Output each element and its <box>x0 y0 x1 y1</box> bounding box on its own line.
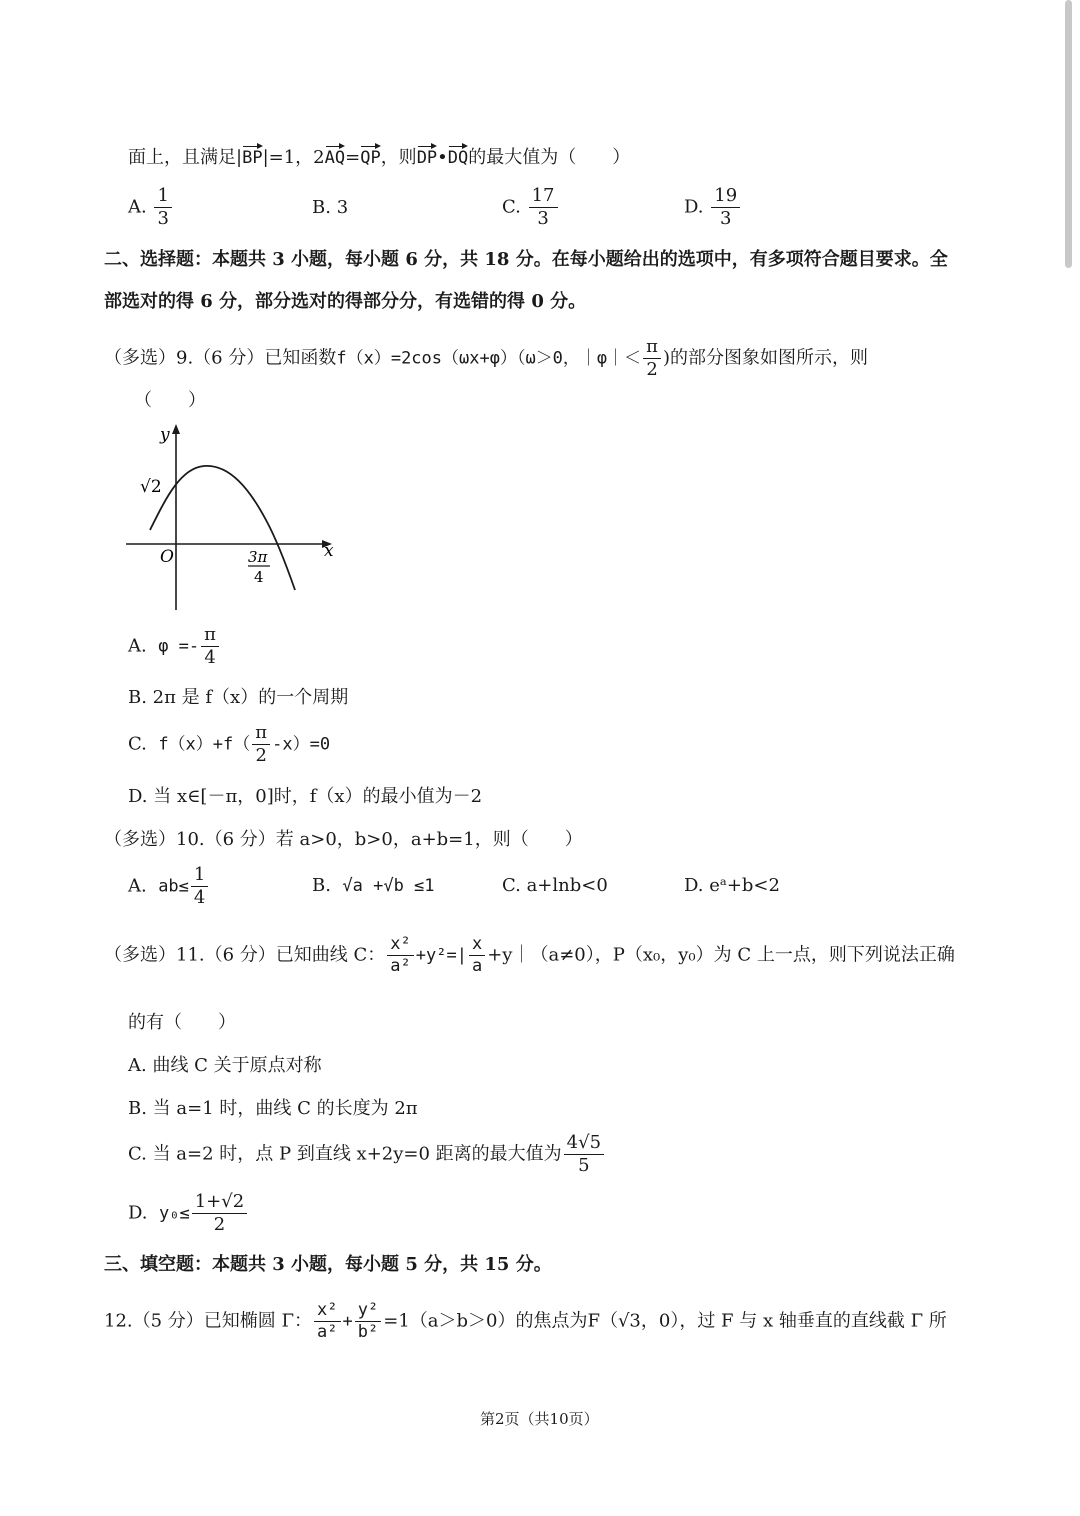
q11-option-d: D. y₀≤ $\frac{1+√2}{2}$ <box>128 1193 249 1234</box>
q9-paren: （ ） <box>134 390 206 411</box>
x-mark-numerator: 3π <box>248 548 268 566</box>
function-graph <box>120 420 350 620</box>
q8-option-b: B. 3 <box>312 197 349 218</box>
fraction: $\frac{19}{3}$ <box>711 187 740 228</box>
vector-bp: BP <box>242 148 263 168</box>
q10-option-d: D. eᵃ+b<2 <box>684 875 780 896</box>
x-axis-label: x <box>324 541 334 561</box>
q9-option-b: B. 2π 是 f（x）的一个周期 <box>128 687 349 708</box>
fraction: $\frac{x}{a}$ <box>469 936 485 975</box>
section-2-heading-line2: 部选对的得 6 分，部分选对的得部分分，有选错的得 0 分。 <box>104 291 587 312</box>
fraction: $\frac{\pi}{4}$ <box>201 626 219 667</box>
y-axis-label: y <box>160 425 170 445</box>
q8-option-d: D. $\frac{19}{3}$ <box>684 187 742 228</box>
q8-stem: 面上，且满足|BP|=1，2AQ=QP，则DP•DQ的最大值为（ ） <box>128 147 631 168</box>
fraction: $\frac{\pi}{2}$ <box>643 338 661 379</box>
q11-stem-cont: 的有（ ） <box>128 1012 236 1033</box>
vector-dp: DP <box>416 148 438 168</box>
q8-option-c: C. $\frac{17}{3}$ <box>502 187 560 228</box>
page-footer: 第2页（共10页） <box>480 1410 599 1428</box>
q9-option-c: C. f（x）+f（ $\frac{\pi}{2}$ -x）=0 <box>128 722 331 766</box>
q10-option-c: C. a+lnb<0 <box>502 875 608 896</box>
fraction: $\frac{\text{x²}}{\text{a²}}$ <box>387 936 413 975</box>
fraction: $\frac{\text{y²}}{\text{b²}}$ <box>355 1302 381 1341</box>
scrollbar[interactable] <box>1065 0 1072 268</box>
q9-option-d: D. 当 x∈[－π，0]时，f（x）的最小值为－2 <box>128 786 483 807</box>
x-mark-denominator: 4 <box>254 568 264 586</box>
vector-qp: QP <box>360 148 381 168</box>
fraction: $\frac{1}{3}$ <box>154 187 171 228</box>
fraction: $\frac{\text{x²}}{\text{a²}}$ <box>314 1302 340 1341</box>
fraction: $\frac{\pi}{2}$ <box>252 724 270 765</box>
cosine-curve <box>150 466 295 590</box>
vector-aq: AQ <box>324 148 346 168</box>
fraction: $\frac{1+√2}{2}$ <box>192 1193 247 1234</box>
q9-stem: （多选）9.（6 分）已知函数f（x）=2cos（ωx+φ）（ω＞0，｜φ｜＜ $\frac{\pi}{2}$ )的部分图象如图所示，则 <box>104 336 869 380</box>
q11-option-b: B. 当 a=1 时，曲线 C 的长度为 2π <box>128 1098 418 1119</box>
fraction: $\frac{17}{3}$ <box>529 187 558 228</box>
q10-stem: （多选）10.（6 分）若 a>0，b>0，a+b=1，则（ ） <box>104 829 583 850</box>
q12-stem: 12.（5 分）已知椭圆 Γ： $\frac{\text{x²}}{\text{a²}}$ + $\frac{\text{y²}}{\text{b²}}$ =1（a＞b＞0）的焦点为F（√3，0），过 F 与 x 轴垂直的直线截 Γ 所 <box>104 1300 947 1342</box>
q8-option-a: A. $\frac{1}{3}$ <box>128 187 174 228</box>
fraction: $\frac{4√5}{5}$ <box>564 1134 604 1175</box>
q10-option-b: B. √a +√b ≤1 <box>312 875 435 896</box>
q9-option-a: A. φ =- $\frac{\pi}{4}$ <box>128 626 221 667</box>
section-2-heading-line1: 二、选择题：本题共 3 小题，每小题 6 分，共 18 分。在每小题给出的选项中，有多项符合题目要求。全 <box>104 249 948 270</box>
q10-option-a: A. ab≤ $\frac{1}{4}$ <box>128 866 210 907</box>
fraction: $\frac{1}{4}$ <box>191 866 208 907</box>
q11-option-c: C. 当 a=2 时，点 P 到直线 x+2y=0 距离的最大值为 $\frac{4√5}{5}$ <box>128 1134 606 1175</box>
y-intercept-label: √2 <box>140 477 162 497</box>
q11-stem: （多选）11.（6 分）已知曲线 C： $\frac{\text{x²}}{\text{a²}}$ +y²=| $\frac{x}{a}$ +y｜（a≠0），P（x₀，y₀）为 C 上一点，则下列说法正确 <box>104 934 955 976</box>
origin-label: O <box>160 547 174 567</box>
y-axis-arrow <box>172 424 180 434</box>
vector-dq: DQ <box>447 148 469 168</box>
q11-option-a: A. 曲线 C 关于原点对称 <box>128 1055 322 1076</box>
section-3-heading: 三、填空题：本题共 3 小题，每小题 5 分，共 15 分。 <box>104 1254 552 1275</box>
